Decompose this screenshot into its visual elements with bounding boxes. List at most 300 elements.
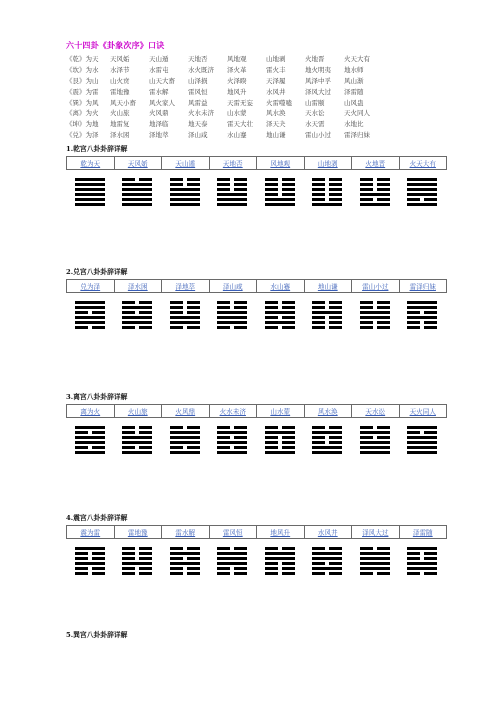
hexagram-link[interactable]: 兑为泽 [67, 280, 115, 293]
hexagram-symbol [407, 547, 437, 577]
palace-name: 《震》为雷 [66, 87, 99, 96]
yang-line [75, 178, 105, 181]
hexagram-cell [351, 301, 399, 331]
mnemonic-row [66, 86, 446, 97]
hexagram-name: 水雷屯 [149, 65, 169, 74]
hexagram-cell [351, 426, 399, 456]
yang-line [360, 557, 390, 560]
yin-line [217, 446, 247, 449]
hexagram-link[interactable]: 震为雷 [67, 526, 115, 539]
yin-line [170, 572, 200, 575]
yang-line [75, 316, 105, 319]
yin-line [265, 178, 295, 181]
yin-line [265, 316, 295, 319]
hexagram-symbol [360, 547, 390, 577]
mnemonic-row [66, 97, 446, 108]
hexagram-symbol [170, 426, 200, 456]
yang-line [360, 316, 390, 319]
hexagram-name: 山风蛊 [344, 98, 364, 107]
hexagram-name: 天地否 [188, 54, 208, 63]
mnemonic-row [66, 75, 446, 86]
hexagram-symbol [360, 426, 390, 456]
hexagram-cell [66, 178, 114, 208]
yang-line [170, 203, 200, 206]
yang-line [170, 552, 200, 555]
yin-line [312, 198, 342, 201]
yang-line [265, 451, 295, 454]
hexagram-link[interactable]: 泽山咸 [209, 280, 257, 293]
hexagram-name: 水泽节 [110, 65, 130, 74]
yin-line [312, 436, 342, 439]
yin-line [407, 552, 437, 555]
hexagram-name: 天火同人 [344, 109, 370, 118]
hexagram-cell [256, 547, 304, 577]
hexagram-cell [161, 547, 209, 577]
hexagram-symbol [407, 426, 437, 456]
yang-line [217, 562, 247, 565]
yin-line [122, 301, 152, 304]
yin-line [170, 306, 200, 309]
yang-line [407, 441, 437, 444]
yang-line [170, 431, 200, 434]
hexagram-name: 雷泽归妹 [344, 131, 370, 140]
yin-line [75, 552, 105, 555]
yang-line [122, 306, 152, 309]
yang-line [217, 441, 247, 444]
yang-line [265, 557, 295, 560]
hexagram-name: 雷水解 [149, 87, 169, 96]
yin-line [312, 306, 342, 309]
hexagram-cell [209, 178, 257, 208]
yang-line [75, 306, 105, 309]
hexagram-symbol [217, 426, 247, 456]
yin-line [312, 562, 342, 565]
hexagram-name: 火泽睽 [227, 76, 247, 85]
hexagram-link-table [66, 279, 447, 293]
hexagram-link[interactable]: 天火同人 [399, 405, 447, 418]
yang-line [312, 446, 342, 449]
yin-line [265, 326, 295, 329]
hexagram-cell [304, 301, 352, 331]
hexagram-link[interactable]: 雷地豫 [114, 526, 162, 539]
yang-line [122, 198, 152, 201]
palace-name: 《兑》为泽 [66, 131, 99, 140]
hexagram-link[interactable]: 天地否 [209, 157, 257, 170]
yin-line [170, 446, 200, 449]
hexagram-link[interactable]: 地山谦 [304, 280, 352, 293]
yin-line [360, 183, 390, 186]
hexagram-cell [66, 426, 114, 456]
hexagram-cell [304, 547, 352, 577]
yin-line [170, 426, 200, 429]
yang-line [75, 203, 105, 206]
hexagram-symbol [122, 301, 152, 331]
yang-line [217, 193, 247, 196]
yin-line [122, 567, 152, 570]
hexagram-name: 地天泰 [188, 120, 208, 129]
yin-line [312, 426, 342, 429]
hexagram-name: 风山渐 [344, 76, 364, 85]
hexagram-link[interactable]: 乾为天 [67, 157, 115, 170]
hexagram-name: 天水讼 [305, 109, 325, 118]
hexagram-name: 泽风大过 [305, 87, 331, 96]
yin-line [122, 311, 152, 314]
hexagram-symbol [217, 301, 247, 331]
hexagram-name: 天山遁 [149, 54, 169, 63]
yin-line [265, 301, 295, 304]
yang-line [407, 436, 437, 439]
hexagram-link[interactable]: 地风升 [257, 526, 305, 539]
yin-line [407, 311, 437, 314]
yang-line [217, 321, 247, 324]
yang-line [265, 311, 295, 314]
yang-line [170, 198, 200, 201]
yang-line [360, 552, 390, 555]
hexagram-name: 地雷复 [110, 120, 130, 129]
yang-line [407, 316, 437, 319]
hexagram-link[interactable]: 天水讼 [352, 405, 400, 418]
hexagram-name: 火风鼎 [149, 109, 169, 118]
hexagram-link[interactable]: 风水涣 [304, 405, 352, 418]
hexagram-cell [351, 547, 399, 577]
hexagram-name: 地泽临 [149, 120, 169, 129]
hexagram-name: 风火家人 [149, 98, 175, 107]
mnemonic-row [66, 107, 446, 118]
hexagram-symbol [360, 301, 390, 331]
palace-name: 《坤》为地 [66, 120, 99, 129]
hexagram-cell [161, 301, 209, 331]
hexagram-cell [114, 547, 162, 577]
hexagram-name: 火地晋 [305, 54, 325, 63]
table-row [67, 405, 447, 418]
yang-line [75, 441, 105, 444]
yin-line [407, 198, 437, 201]
yin-line [122, 557, 152, 560]
hexagram-link[interactable]: 火天大有 [399, 157, 447, 170]
hexagram-symbol [75, 178, 105, 208]
yin-line [217, 188, 247, 191]
yin-line [265, 188, 295, 191]
yang-line [217, 552, 247, 555]
hexagram-name: 雷山小过 [305, 131, 331, 140]
hexagram-link[interactable]: 泽水困 [114, 280, 162, 293]
hexagram-link-table [66, 156, 447, 170]
mnemonic-list [66, 53, 446, 140]
yang-line [312, 203, 342, 206]
yang-line [217, 431, 247, 434]
table-row [67, 280, 447, 293]
yin-line [122, 572, 152, 575]
yang-line [122, 203, 152, 206]
hexagram-name: 火雷噬嗑 [266, 98, 292, 107]
yin-line [217, 567, 247, 570]
hexagram-symbol [170, 178, 200, 208]
hexagram-symbol [75, 426, 105, 456]
hexagram-name: 天雷无妄 [227, 98, 253, 107]
hexagram-symbol [217, 547, 247, 577]
section-title: 2.兑宫八卦卦辞详解 [66, 268, 128, 276]
hexagram-cell [399, 178, 447, 208]
yin-line [122, 446, 152, 449]
yin-line [217, 547, 247, 550]
hexagram-link[interactable]: 水山蹇 [257, 280, 305, 293]
hexagram-cell [256, 178, 304, 208]
yin-line [360, 547, 390, 550]
yang-line [407, 178, 437, 181]
yang-line [265, 552, 295, 555]
palace-name: 《艮》为山 [66, 76, 99, 85]
yin-line [360, 306, 390, 309]
palace-name: 《巽》为风 [66, 98, 99, 107]
yin-line [407, 431, 437, 434]
yin-line [265, 436, 295, 439]
mnemonic-row [66, 53, 446, 64]
hexagram-link[interactable]: 泽地萃 [162, 280, 210, 293]
yang-line [122, 451, 152, 454]
yang-line [122, 562, 152, 565]
yang-line [265, 198, 295, 201]
yin-line [265, 547, 295, 550]
yang-line [360, 562, 390, 565]
hexagram-link[interactable]: 火风鼎 [162, 405, 210, 418]
yin-line [312, 441, 342, 444]
palace-name: 《离》为火 [66, 109, 99, 118]
hexagram-link[interactable]: 风地观 [257, 157, 305, 170]
yin-line [360, 321, 390, 324]
yin-line [312, 183, 342, 186]
yang-line [170, 436, 200, 439]
yin-line [407, 572, 437, 575]
hexagram-name: 山泽损 [188, 76, 208, 85]
hexagram-name: 水风井 [266, 87, 286, 96]
hexagram-name: 山地剥 [266, 54, 286, 63]
hexagram-name: 泽水困 [110, 131, 130, 140]
yang-line [217, 557, 247, 560]
hexagram-name: 雷天大壮 [227, 120, 253, 129]
hexagram-cell [304, 426, 352, 456]
mnemonic-row [66, 64, 446, 75]
hexagram-link[interactable]: 雷泽归妹 [399, 280, 447, 293]
hexagram-link[interactable]: 火水未济 [209, 405, 257, 418]
yang-line [75, 436, 105, 439]
hexagram-name: 天风姤 [110, 54, 130, 63]
section-xun-palace [66, 630, 446, 640]
hexagram-name: 风地观 [227, 54, 247, 63]
yin-line [170, 326, 200, 329]
hexagram-cell [66, 547, 114, 577]
hexagram-link[interactable]: 天风姤 [114, 157, 162, 170]
hexagram-name: 雷地豫 [110, 87, 130, 96]
hexagram-link[interactable]: 水风井 [304, 526, 352, 539]
hexagram-cell [256, 426, 304, 456]
yin-line [122, 552, 152, 555]
palace-name: 《坎》为水 [66, 65, 99, 74]
yin-line [75, 446, 105, 449]
hexagram-symbol [265, 426, 295, 456]
section-title: 5.巽宫八卦卦辞详解 [66, 631, 128, 639]
hexagram-symbol [312, 178, 342, 208]
hexagram-symbol [312, 547, 342, 577]
yang-line [407, 188, 437, 191]
yin-line [122, 547, 152, 550]
yang-line [122, 436, 152, 439]
hexagram-name: 泽地萃 [149, 131, 169, 140]
yin-line [170, 567, 200, 570]
yin-line [170, 183, 200, 186]
hexagram-name: 山水蒙 [227, 109, 247, 118]
hexagram-name: 山火贲 [110, 76, 130, 85]
section-qian-palace [66, 144, 446, 168]
mnemonic-row [66, 129, 446, 140]
yin-line [170, 178, 200, 181]
hexagram-name: 天泽履 [266, 76, 286, 85]
yang-line [75, 547, 105, 550]
hexagram-name: 风水涣 [266, 109, 286, 118]
yang-line [75, 321, 105, 324]
yin-line [217, 306, 247, 309]
hexagram-name: 泽山咸 [188, 131, 208, 140]
hexagram-name: 火天大有 [344, 54, 370, 63]
yang-line [360, 446, 390, 449]
yin-line [312, 301, 342, 304]
hexagram-symbol [75, 301, 105, 331]
hexagram-cell [209, 426, 257, 456]
hexagram-link[interactable]: 雷山小过 [352, 280, 400, 293]
hexagram-link[interactable]: 山水蒙 [257, 405, 305, 418]
yin-line [265, 183, 295, 186]
yin-line [265, 426, 295, 429]
hexagram-name: 泽雷随 [344, 87, 364, 96]
yang-line [360, 431, 390, 434]
hexagram-symbol [75, 547, 105, 577]
yang-line [170, 441, 200, 444]
yin-line [75, 567, 105, 570]
hexagram-link[interactable]: 火山旅 [114, 405, 162, 418]
hexagram-link[interactable]: 雷水解 [162, 526, 210, 539]
hexagram-cell [399, 301, 447, 331]
hexagram-symbol [312, 426, 342, 456]
section-dui-palace [66, 267, 446, 291]
hexagram-name: 雷火丰 [266, 65, 286, 74]
yin-line [265, 567, 295, 570]
hexagram-cell [304, 178, 352, 208]
hexagram-name: 火水未济 [188, 109, 214, 118]
yang-line [407, 451, 437, 454]
yang-line [312, 567, 342, 570]
hexagram-cell [399, 547, 447, 577]
hexagram-cell [351, 178, 399, 208]
yang-line [75, 193, 105, 196]
yin-line [312, 188, 342, 191]
yang-line [407, 193, 437, 196]
yang-line [360, 567, 390, 570]
hexagram-cell [66, 301, 114, 331]
yin-line [265, 446, 295, 449]
hexagram-name: 雷风恒 [188, 87, 208, 96]
yin-line [75, 557, 105, 560]
yang-line [407, 547, 437, 550]
yang-line [170, 321, 200, 324]
yang-line [360, 203, 390, 206]
hexagram-symbol [265, 547, 295, 577]
hexagram-name: 水山蹇 [227, 131, 247, 140]
yin-line [407, 326, 437, 329]
yin-line [312, 326, 342, 329]
yin-line [312, 321, 342, 324]
yang-line [75, 301, 105, 304]
hexagram-symbol [407, 301, 437, 331]
table-row [67, 526, 447, 539]
yin-line [170, 301, 200, 304]
yin-line [265, 306, 295, 309]
hexagram-symbol [217, 178, 247, 208]
yang-line [407, 183, 437, 186]
yang-line [407, 567, 437, 570]
hexagram-name: 风天小畜 [110, 98, 136, 107]
hexagram-name: 泽天夬 [266, 120, 286, 129]
yin-line [265, 562, 295, 565]
yang-line [75, 562, 105, 565]
mnemonic-row [66, 118, 446, 129]
hexagram-cell [209, 301, 257, 331]
hexagram-link[interactable]: 火地晋 [352, 157, 400, 170]
yin-line [265, 193, 295, 196]
yin-line [217, 436, 247, 439]
yin-line [170, 311, 200, 314]
hexagram-link[interactable]: 泽风大过 [352, 526, 400, 539]
hexagram-cell [114, 426, 162, 456]
yin-line [217, 178, 247, 181]
yin-line [75, 326, 105, 329]
section-title: 3.离宫八卦卦辞详解 [66, 393, 128, 401]
hexagram-link[interactable]: 天山遁 [162, 157, 210, 170]
yang-line [170, 451, 200, 454]
hexagram-link-table [66, 404, 447, 418]
yang-line [407, 446, 437, 449]
yang-line [217, 316, 247, 319]
page-title: 六十四卦《卦象次序》口诀 [66, 40, 165, 50]
hexagram-link[interactable]: 泽雷随 [399, 526, 447, 539]
hexagram-name: 风泽中孚 [305, 76, 331, 85]
yin-line [312, 178, 342, 181]
yang-line [265, 321, 295, 324]
yang-line [170, 193, 200, 196]
hexagram-link[interactable]: 山地剥 [304, 157, 352, 170]
section-zhen-palace [66, 513, 446, 537]
hexagram-symbol [265, 301, 295, 331]
hexagram-cell [209, 547, 257, 577]
yang-line [312, 451, 342, 454]
yang-line [407, 301, 437, 304]
yin-line [122, 326, 152, 329]
yin-line [312, 316, 342, 319]
yin-line [170, 557, 200, 560]
hexagram-name: 地火明夷 [305, 65, 331, 74]
hexagram-symbols-row [66, 547, 446, 577]
yin-line [217, 301, 247, 304]
yang-line [360, 193, 390, 196]
yin-line [312, 572, 342, 575]
yang-line [75, 451, 105, 454]
yang-line [312, 431, 342, 434]
table-row [67, 157, 447, 170]
yang-line [217, 203, 247, 206]
hexagram-link[interactable]: 离为火 [67, 405, 115, 418]
yang-line [217, 311, 247, 314]
yin-line [407, 321, 437, 324]
hexagram-link[interactable]: 雷风恒 [209, 526, 257, 539]
hexagram-name: 山雷颐 [305, 98, 325, 107]
